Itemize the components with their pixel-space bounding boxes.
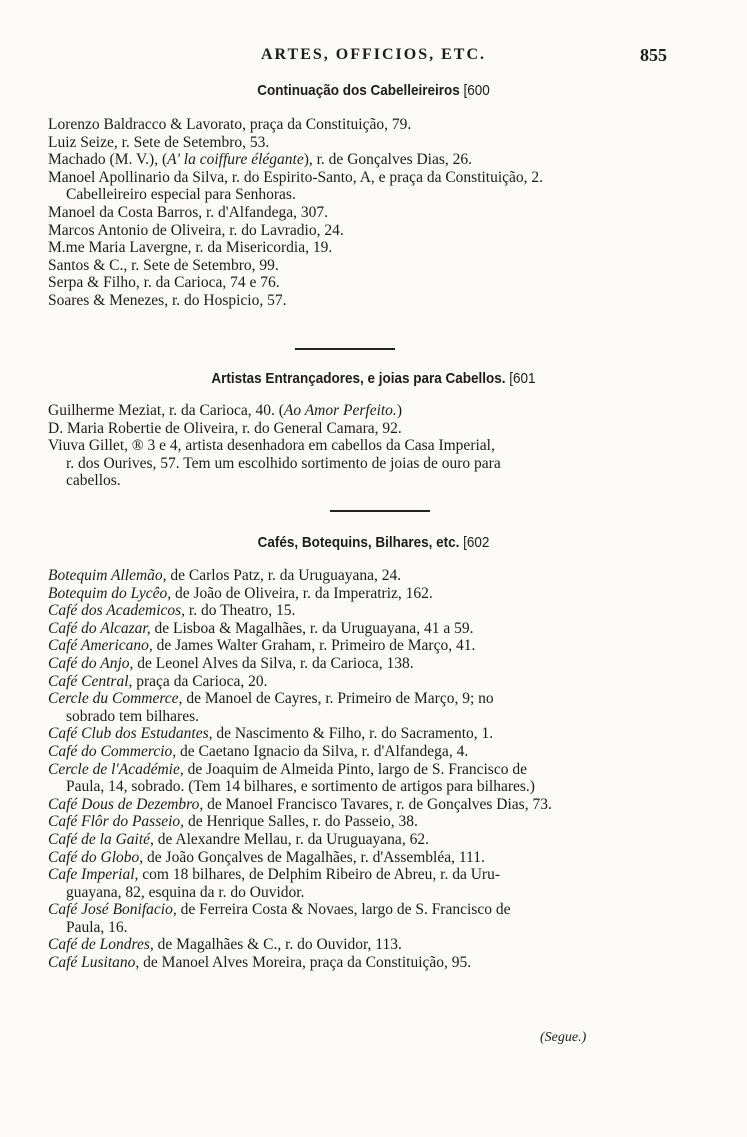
- segue-note: (Segue.): [540, 1030, 587, 1045]
- section-divider: [295, 348, 395, 350]
- directory-entry: Serpa & Filho, r. da Carioca, 74 e 76.: [48, 274, 280, 292]
- directory-entry: Manoel da Costa Barros, r. d'Alfandega, 307.: [48, 203, 329, 221]
- directory-entry: Luiz Seize, r. Sete de Setembro, 53.: [48, 133, 270, 151]
- directory-entry: Santos & C., r. Sete de Setembro, 99.: [48, 256, 279, 274]
- directory-entry: Café do Anjo, de Leonel Alves da Silva, r. da Carioca, 138.: [48, 654, 414, 672]
- directory-entry: Café Dous de Dezembro, de Manoel Francisco Tavares, r. de Gonçalves Dias, 73.: [48, 795, 552, 813]
- running-head: ARTES, OFFICIOS, ETC.: [260, 46, 487, 63]
- section-heading-entrancadores: Artistas Entrançadores, e joias para Cabellos. [601: [211, 370, 536, 387]
- directory-entry: D. Maria Robertie de Oliveira, r. do General Camara, 92.: [48, 419, 402, 437]
- directory-entry: M.me Maria Lavergne, r. da Misericordia, 19.: [48, 239, 333, 257]
- section-entries-cabelleireiros: [48, 116, 688, 310]
- directory-entry: Café dos Academicos, r. do Theatro, 15.: [48, 602, 296, 620]
- directory-entry: Café do Alcazar, de Lisboa & Magalhães, r. da Uruguayana, 41 a 59.: [48, 619, 474, 637]
- directory-entry: Marcos Antonio de Oliveira, r. do Lavradio, 24.: [48, 221, 344, 239]
- directory-entry: Café Club dos Estudantes, de Nascimento & Filho, r. do Sacramento, 1.: [48, 725, 494, 743]
- directory-entry: Lorenzo Baldracco & Lavorato, praça da Constituição, 79.: [48, 116, 412, 133]
- directory-entry: Machado (M. V.), (A' la coiffure élégante), r. de Gonçalves Dias, 26.: [48, 151, 473, 169]
- page-number: 855: [640, 45, 667, 65]
- section-entries-cafes: [48, 567, 688, 972]
- section-entries-entrancadores: [48, 402, 688, 490]
- directory-entry: Café Lusitano, de Manoel Alves Moreira, praça da Constituição, 95.: [48, 954, 472, 972]
- section-divider: [330, 510, 430, 512]
- directory-entry: Cercle de l'Académie, de Joaquim de Almeida Pinto, largo de S. Francisco de Paula, 14, sobrado. (Tem 14 bilhares, e sortimento de artigos para bilhares.): [48, 760, 535, 796]
- directory-entry: Café de la Gaité, de Alexandre Mellau, r. da Uruguayana, 62.: [48, 830, 429, 848]
- directory-entry: Café Flôr do Passeio, de Henrique Salles, r. do Passeio, 38.: [48, 813, 418, 831]
- directory-entry: Guilherme Meziat, r. da Carioca, 40. (Ao Amor Perfeito.): [48, 402, 402, 419]
- directory-entry: Café José Bonifacio, de Ferreira Costa & Novaes, largo de S. Francisco de Paula, 16.: [48, 901, 511, 936]
- directory-entry: Café do Globo, de João Gonçalves de Magalhães, r. d'Assembléa, 111.: [48, 848, 485, 866]
- directory-entry: Café do Commercio, de Caetano Ignacio da Silva, r. d'Alfandega, 4.: [48, 742, 469, 760]
- directory-entry: Botequim do Lycêo, de João de Oliveira, r. da Imperatriz, 162.: [48, 584, 433, 602]
- directory-entry: Café Central, praça da Carioca, 20.: [48, 672, 268, 690]
- directory-entry: Viuva Gillet, ® 3 e 4, artista desenhadora em cabellos da Casa Imperial, r. dos Ourives, 57. Tem um escolhido sortimento de joias de ouro para cabellos.: [48, 437, 501, 490]
- section-heading-cabelleireiros: Continuação dos Cabelleireiros [600: [257, 82, 490, 99]
- directory-entry: Soares & Menezes, r. do Hospicio, 57.: [48, 291, 287, 309]
- directory-entry: Café Americano, de James Walter Graham, r. Primeiro de Março, 41.: [48, 637, 476, 655]
- section-heading-cafes: Cafés, Botequins, Bilhares, etc. [602: [257, 534, 490, 551]
- directory-entry: Café de Londres, de Magalhães & C., r. do Ouvidor, 113.: [48, 936, 402, 954]
- directory-entry: Manoel Apollinario da Silva, r. do Espirito-Santo, A, e praça da Constituição, 2. Cabelleireiro especial para Senhoras.: [48, 168, 544, 204]
- directory-entry: Botequim Allemão, de Carlos Patz, r. da Uruguayana, 24.: [48, 567, 402, 584]
- directory-entry: Cercle du Commerce, de Manoel de Cayres, r. Primeiro de Março, 9; no sobrado tem bilhares.: [48, 690, 494, 725]
- directory-entry: Cafe Imperial, com 18 bilhares, de Delphim Ribeiro de Abreu, r. da Uru- guayana, 82, esquina da r. do Ouvidor.: [48, 866, 500, 901]
